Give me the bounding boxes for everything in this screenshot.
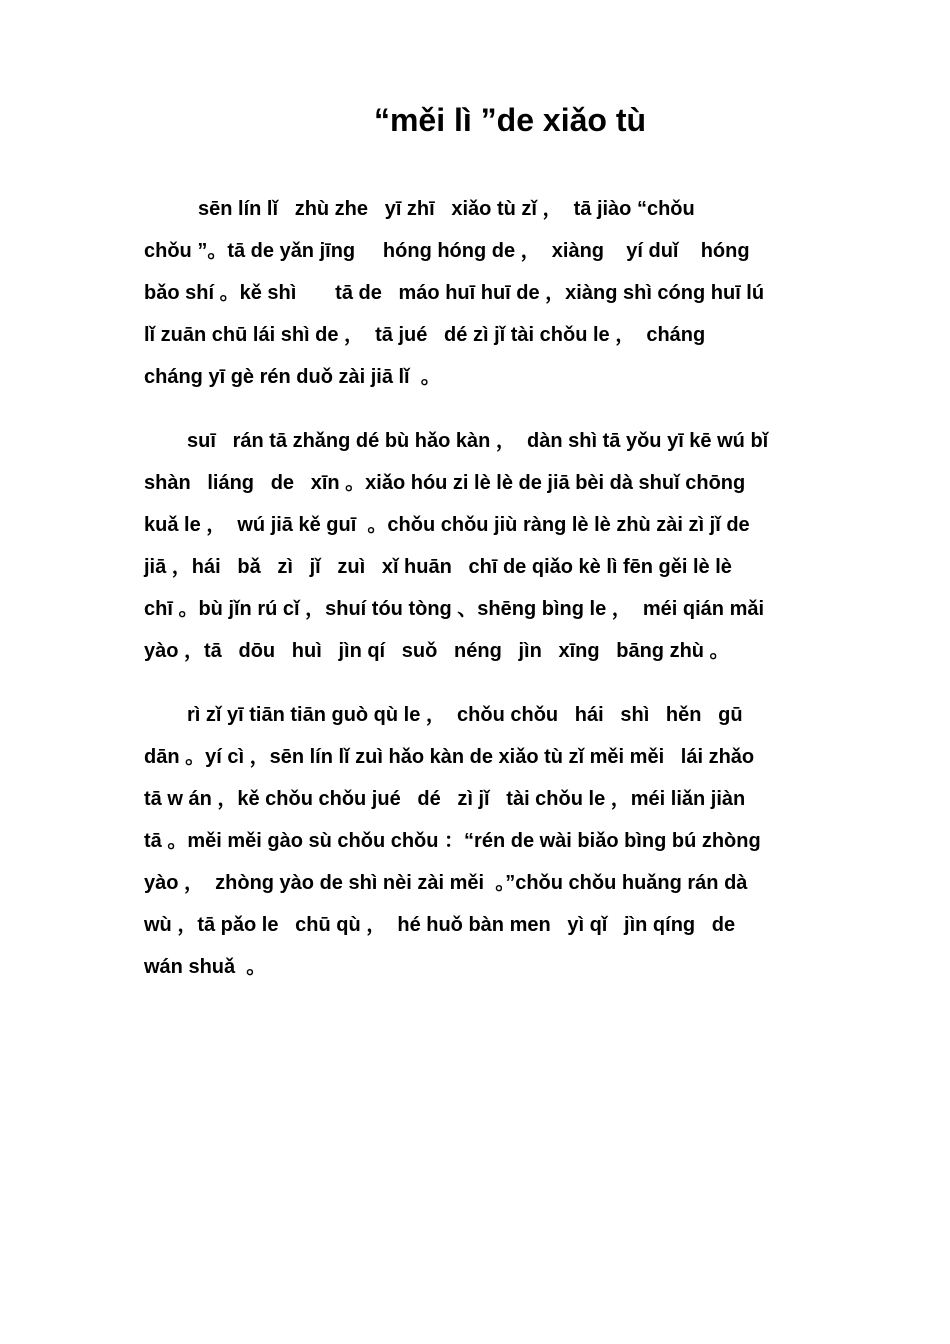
- paragraph-2-line-5: chī 。bù jǐn rú cǐ ，shuí tóu tòng 、shēng bìng le ， méi qián mǎi: [144, 598, 765, 620]
- document-title: “měi lì ”de xiǎo tù: [373, 102, 647, 138]
- paragraph-1-line-4: lǐ zuān chū lái shì de ， tā jué dé zì jǐ tài chǒu le ， cháng: [144, 324, 706, 346]
- paragraph-1-line-3: bǎo shí 。kě shì tā de máo huī huī de ，xiàng shì cóng huī lú: [144, 282, 765, 304]
- paragraph-1-line-1: sēn lín lǐ zhù zhe yī zhī xiǎo tù zǐ ， tā jiào “chǒu: [198, 198, 695, 220]
- paragraph-1-line-5: cháng yī gè rén duǒ zài jiā lǐ 。: [144, 366, 441, 388]
- paragraph-3-line-7: wán shuǎ 。: [144, 956, 267, 978]
- paragraph-3-line-5: yào ， zhòng yào de shì nèi zài měi 。”chǒu chǒu huǎng rán dà: [144, 872, 748, 894]
- paragraph-2-line-4: jiā ，hái bǎ zì jǐ zuì xǐ huān chī de qiǎo kè lì fēn gěi lè lè: [144, 556, 732, 578]
- paragraph-3-line-6: wù ，tā pǎo le chū qù ， hé huǒ bàn men yì qǐ jìn qíng de: [144, 914, 736, 936]
- paragraph-2-line-1: suī rán tā zhǎng dé bù hǎo kàn ， dàn shì tā yǒu yī kē wú bǐ: [187, 430, 769, 452]
- paragraph-3-line-1: rì zǐ yī tiān tiān guò qù le ， chǒu chǒu hái shì hěn gū: [187, 704, 743, 726]
- paragraph-3-line-2: dān 。yí cì ，sēn lín lǐ zuì hǎo kàn de xiǎo tù zǐ měi měi lái zhǎo: [144, 746, 755, 768]
- paragraph-2-line-3: kuǎ le ， wú jiā kě guī 。chǒu chǒu jiù ràng lè lè zhù zài zì jǐ de: [144, 514, 750, 536]
- paragraph-2-line-2: shàn liáng de xīn 。xiǎo hóu zi lè lè de jiā bèi dà shuǐ chōng: [144, 472, 746, 494]
- paragraph-3-line-4: tā 。měi měi gào sù chǒu chǒu ：“rén de wài biǎo bìng bú zhòng: [144, 830, 761, 852]
- paragraph-2-line-6: yào ，tā dōu huì jìn qí suǒ néng jìn xīng bāng zhù 。: [144, 640, 730, 662]
- paragraph-3-line-3: tā w án ，kě chǒu chǒu jué dé zì jǐ tài chǒu le ，méi liǎn jiàn: [144, 788, 746, 810]
- paragraph-1-line-2: chǒu ”。tā de yǎn jīng hóng hóng de ， xiàng yí duǐ hóng: [144, 240, 750, 262]
